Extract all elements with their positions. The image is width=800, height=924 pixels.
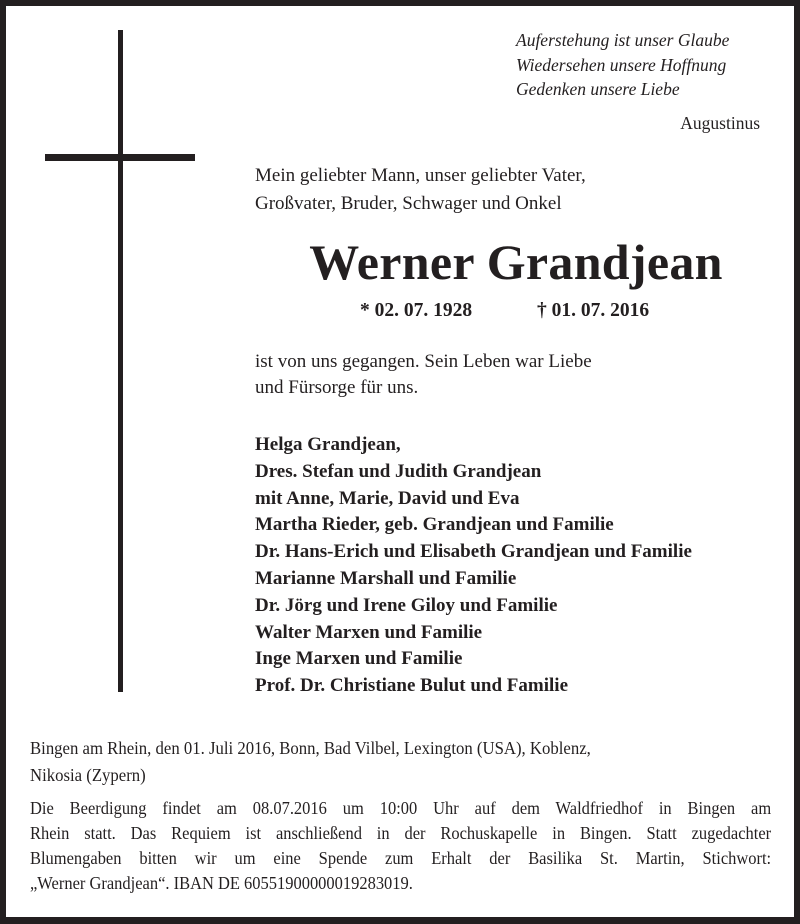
mourners-list [255,432,692,700]
tribute-line: und Fürsorge für uns. [255,377,419,398]
details-line: Blumengaben bitten wir um eine Spende zum Erhalt der Basilika St. Martin, Stichwort: [30,848,772,868]
mourner-entry: Dr. Hans-Erich und Elisabeth Grandjean und Familie [255,541,692,563]
details-line: „Werner Grandjean“. IBAN DE 60551900000019283019. [30,873,413,893]
mourner-entry: mit Anne, Marie, David und Eva [255,487,520,509]
motto-line: Wiedersehen unsere Hoffnung [516,54,727,75]
tribute-text [255,349,592,401]
mourner-entry: Prof. Dr. Christiane Bulut und Familie [255,675,568,697]
mourner-entry: Martha Rieder, geb. Grandjean und Familie [255,514,614,536]
cross-icon-vertical-bar [118,30,123,692]
mourner-entry: Marianne Marshall und Familie [255,567,517,589]
cross-icon-horizontal-bar [45,154,195,161]
deceased-name: Werner Grandjean [309,234,723,290]
location-line: Nikosia (Zypern) [30,765,146,785]
intro-text [255,162,586,218]
location-and-date [30,735,718,789]
tribute-line: ist von uns gegangen. Sein Leben war Liebe [255,351,592,372]
birth-date: * 02. 07. 1928 [360,300,473,321]
funeral-details [30,796,771,896]
death-date: † 01. 07. 2016 [537,300,650,321]
details-line: Die Beerdigung findet am 08.07.2016 um 10:00 Uhr auf dem Waldfriedhof in Bingen am [30,798,772,818]
location-line: Bingen am Rhein, den 01. Juli 2016, Bonn, Bad Vilbel, Lexington (USA), Koblenz, [30,738,591,758]
mourner-entry: Helga Grandjean, [255,434,401,455]
mourner-entry: Dr. Jörg und Irene Giloy und Familie [255,594,558,616]
mourner-entry: Dres. Stefan und Judith Grandjean [255,460,542,482]
mourner-entry: Walter Marxen und Familie [255,621,483,643]
motto-line: Gedenken unsere Liebe [516,79,680,99]
intro-line: Großvater, Bruder, Schwager und Onkel [255,193,562,214]
intro-line: Mein geliebter Mann, unser geliebter Vater, [255,165,586,186]
motto-quote [516,28,786,102]
details-line: Rhein statt. Das Requiem ist anschließend in der Rochuskapelle in Bingen. Statt zugedachter [30,823,772,843]
motto-line: Auferstehung ist unser Glaube [516,30,730,50]
mourner-entry: Inge Marxen und Familie [255,648,463,670]
obituary-notice [6,6,794,917]
motto-author: Augustinus [680,113,760,133]
